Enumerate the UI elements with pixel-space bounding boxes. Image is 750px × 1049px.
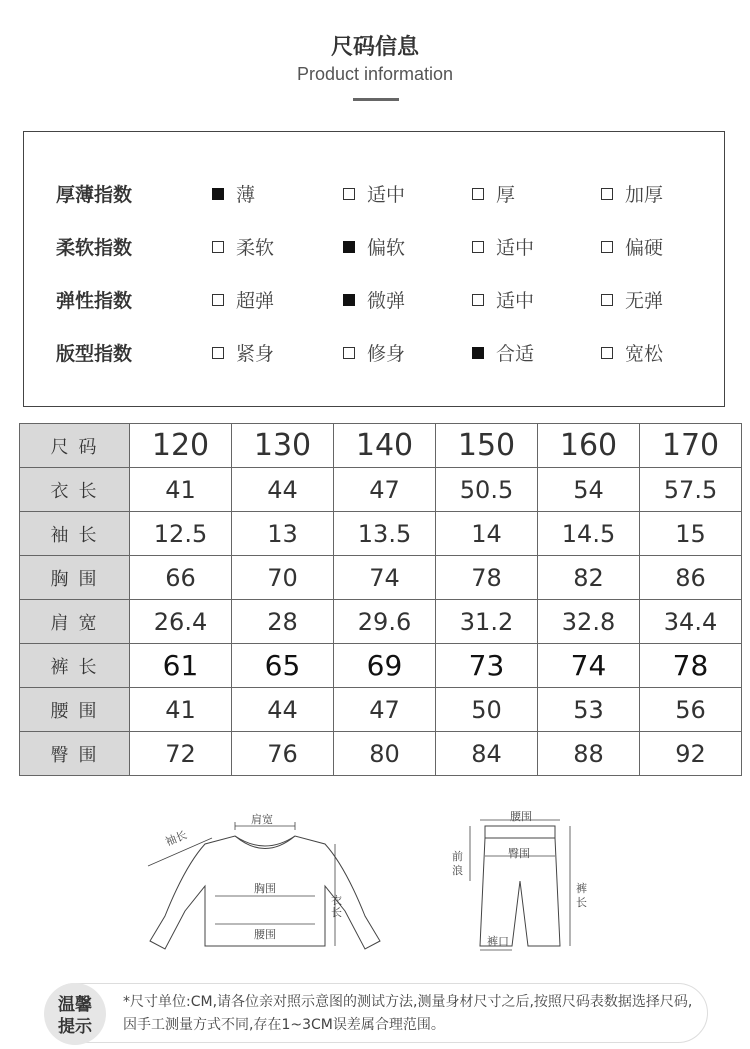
table-cell: 32.8 <box>538 600 640 644</box>
index-option-label: 紧身 <box>236 343 275 365</box>
label-pants-hem: 裤口 <box>487 935 509 948</box>
index-option-label: 加厚 <box>625 184 664 206</box>
label-sleeve: 袖长 <box>163 828 189 849</box>
index-option <box>343 339 405 369</box>
table-cell: 84 <box>436 732 538 776</box>
table-cell: 88 <box>538 732 640 776</box>
checked-box-icon <box>343 241 355 253</box>
checked-box-icon <box>472 347 484 359</box>
index-option-label: 无弹 <box>625 290 664 312</box>
label-chest: 胸围 <box>254 882 276 895</box>
table-cell: 66 <box>130 556 232 600</box>
tip-title-line1: 温馨 <box>58 995 92 1015</box>
table-cell: 12.5 <box>130 512 232 556</box>
label-pants-rise: 前浪 <box>452 850 463 877</box>
label-length-top: 衣长 <box>331 894 342 919</box>
tip-title <box>50 994 100 1038</box>
table-row <box>20 600 742 644</box>
table-cell: 78 <box>640 644 742 688</box>
table-cell: 44 <box>232 468 334 512</box>
row-header: 尺码 <box>20 424 130 468</box>
index-label: 厚薄指数 <box>56 184 133 206</box>
table-cell: 34.4 <box>640 600 742 644</box>
unchecked-box-icon <box>343 347 355 359</box>
unchecked-box-icon <box>601 294 613 306</box>
table-cell: 41 <box>130 688 232 732</box>
table-row <box>20 688 742 732</box>
unchecked-box-icon <box>601 188 613 200</box>
fabric-index-panel <box>23 131 725 407</box>
index-option <box>472 339 534 369</box>
index-option-label: 适中 <box>496 237 535 259</box>
table-cell: 15 <box>640 512 742 556</box>
tip-text: *尺寸单位:CM,请各位亲对照示意图的测试方法,测量身材尺寸之后,按照尺码表数据选择尺码,因手工测量方式不同,存在1~3CM误差属合理范围。 <box>123 994 693 1033</box>
index-row <box>24 339 724 369</box>
table-cell: 69 <box>334 644 436 688</box>
index-option-label: 修身 <box>367 343 406 365</box>
table-cell: 28 <box>232 600 334 644</box>
index-option <box>472 180 515 210</box>
page-subtitle: Product information <box>296 64 454 84</box>
index-option <box>601 339 663 369</box>
table-row <box>20 732 742 776</box>
label-shoulder: 肩宽 <box>251 813 273 826</box>
pants-waistband <box>485 826 555 838</box>
index-row <box>24 233 724 263</box>
unchecked-box-icon <box>343 188 355 200</box>
index-option <box>212 339 274 369</box>
checked-box-icon <box>212 188 224 200</box>
table-cell: 26.4 <box>130 600 232 644</box>
unchecked-box-icon <box>601 241 613 253</box>
index-row <box>24 286 724 316</box>
unchecked-box-icon <box>212 294 224 306</box>
index-option <box>343 180 405 210</box>
index-option <box>212 180 255 210</box>
unchecked-box-icon <box>212 347 224 359</box>
table-cell: 74 <box>334 556 436 600</box>
row-header: 裤长 <box>20 644 130 688</box>
index-option-label: 超弹 <box>236 290 275 312</box>
size-table <box>19 423 742 776</box>
index-option <box>343 286 405 316</box>
table-cell: 13 <box>232 512 334 556</box>
row-header: 袖长 <box>20 512 130 556</box>
checked-box-icon <box>343 294 355 306</box>
index-option-label: 宽松 <box>625 343 664 365</box>
table-row <box>20 512 742 556</box>
index-option-label: 合适 <box>496 343 535 365</box>
index-option-label: 微弹 <box>367 290 406 312</box>
label-pants-waist: 腰围 <box>510 810 532 823</box>
table-cell: 14 <box>436 512 538 556</box>
index-option-label: 偏硬 <box>625 237 664 259</box>
row-header: 衣长 <box>20 468 130 512</box>
table-cell: 78 <box>436 556 538 600</box>
index-option-label: 厚 <box>496 184 516 206</box>
table-cell: 120 <box>130 424 232 468</box>
table-cell: 53 <box>538 688 640 732</box>
tip-title-line2: 提示 <box>58 1017 92 1037</box>
index-label: 柔软指数 <box>56 237 133 259</box>
unchecked-box-icon <box>472 294 484 306</box>
table-cell: 92 <box>640 732 742 776</box>
table-row <box>20 468 742 512</box>
table-cell: 44 <box>232 688 334 732</box>
table-cell: 56 <box>640 688 742 732</box>
index-option-label: 薄 <box>236 184 256 206</box>
unchecked-box-icon <box>601 347 613 359</box>
table-row <box>20 556 742 600</box>
index-option <box>601 286 663 316</box>
table-row <box>20 424 742 468</box>
table-cell: 47 <box>334 688 436 732</box>
table-cell: 74 <box>538 644 640 688</box>
table-cell: 29.6 <box>334 600 436 644</box>
row-header: 臀围 <box>20 732 130 776</box>
table-cell: 140 <box>334 424 436 468</box>
table-cell: 31.2 <box>436 600 538 644</box>
page-title: 尺码信息 <box>330 35 419 60</box>
table-cell: 150 <box>436 424 538 468</box>
table-cell: 47 <box>334 468 436 512</box>
index-option <box>212 233 274 263</box>
label-pants-length: 裤长 <box>576 882 587 909</box>
index-label: 弹性指数 <box>56 290 133 312</box>
table-cell: 13.5 <box>334 512 436 556</box>
table-cell: 54 <box>538 468 640 512</box>
table-cell: 70 <box>232 556 334 600</box>
index-option <box>343 233 405 263</box>
table-cell: 65 <box>232 644 334 688</box>
index-option <box>472 233 534 263</box>
index-option <box>212 286 274 316</box>
table-cell: 50 <box>436 688 538 732</box>
row-header: 胸围 <box>20 556 130 600</box>
index-label: 版型指数 <box>56 343 133 365</box>
unchecked-box-icon <box>472 188 484 200</box>
table-cell: 160 <box>538 424 640 468</box>
table-cell: 57.5 <box>640 468 742 512</box>
table-cell: 130 <box>232 424 334 468</box>
table-cell: 14.5 <box>538 512 640 556</box>
table-cell: 50.5 <box>436 468 538 512</box>
index-option <box>601 233 663 263</box>
index-option-label: 适中 <box>496 290 535 312</box>
table-cell: 73 <box>436 644 538 688</box>
index-option-label: 偏软 <box>367 237 406 259</box>
index-option-label: 柔软 <box>236 237 275 259</box>
label-waist-top: 腰围 <box>254 928 276 941</box>
table-row <box>20 644 742 688</box>
row-header: 肩宽 <box>20 600 130 644</box>
index-option <box>601 180 663 210</box>
table-cell: 82 <box>538 556 640 600</box>
index-option <box>472 286 534 316</box>
title-divider <box>353 98 399 101</box>
table-cell: 72 <box>130 732 232 776</box>
table-cell: 61 <box>130 644 232 688</box>
table-cell: 170 <box>640 424 742 468</box>
row-header: 腰围 <box>20 688 130 732</box>
unchecked-box-icon <box>472 241 484 253</box>
table-cell: 86 <box>640 556 742 600</box>
label-pants-hip: 臀围 <box>508 847 530 860</box>
index-option-label: 适中 <box>367 184 406 206</box>
table-cell: 80 <box>334 732 436 776</box>
table-cell: 41 <box>130 468 232 512</box>
table-cell: 76 <box>232 732 334 776</box>
index-row <box>24 180 724 210</box>
unchecked-box-icon <box>212 241 224 253</box>
